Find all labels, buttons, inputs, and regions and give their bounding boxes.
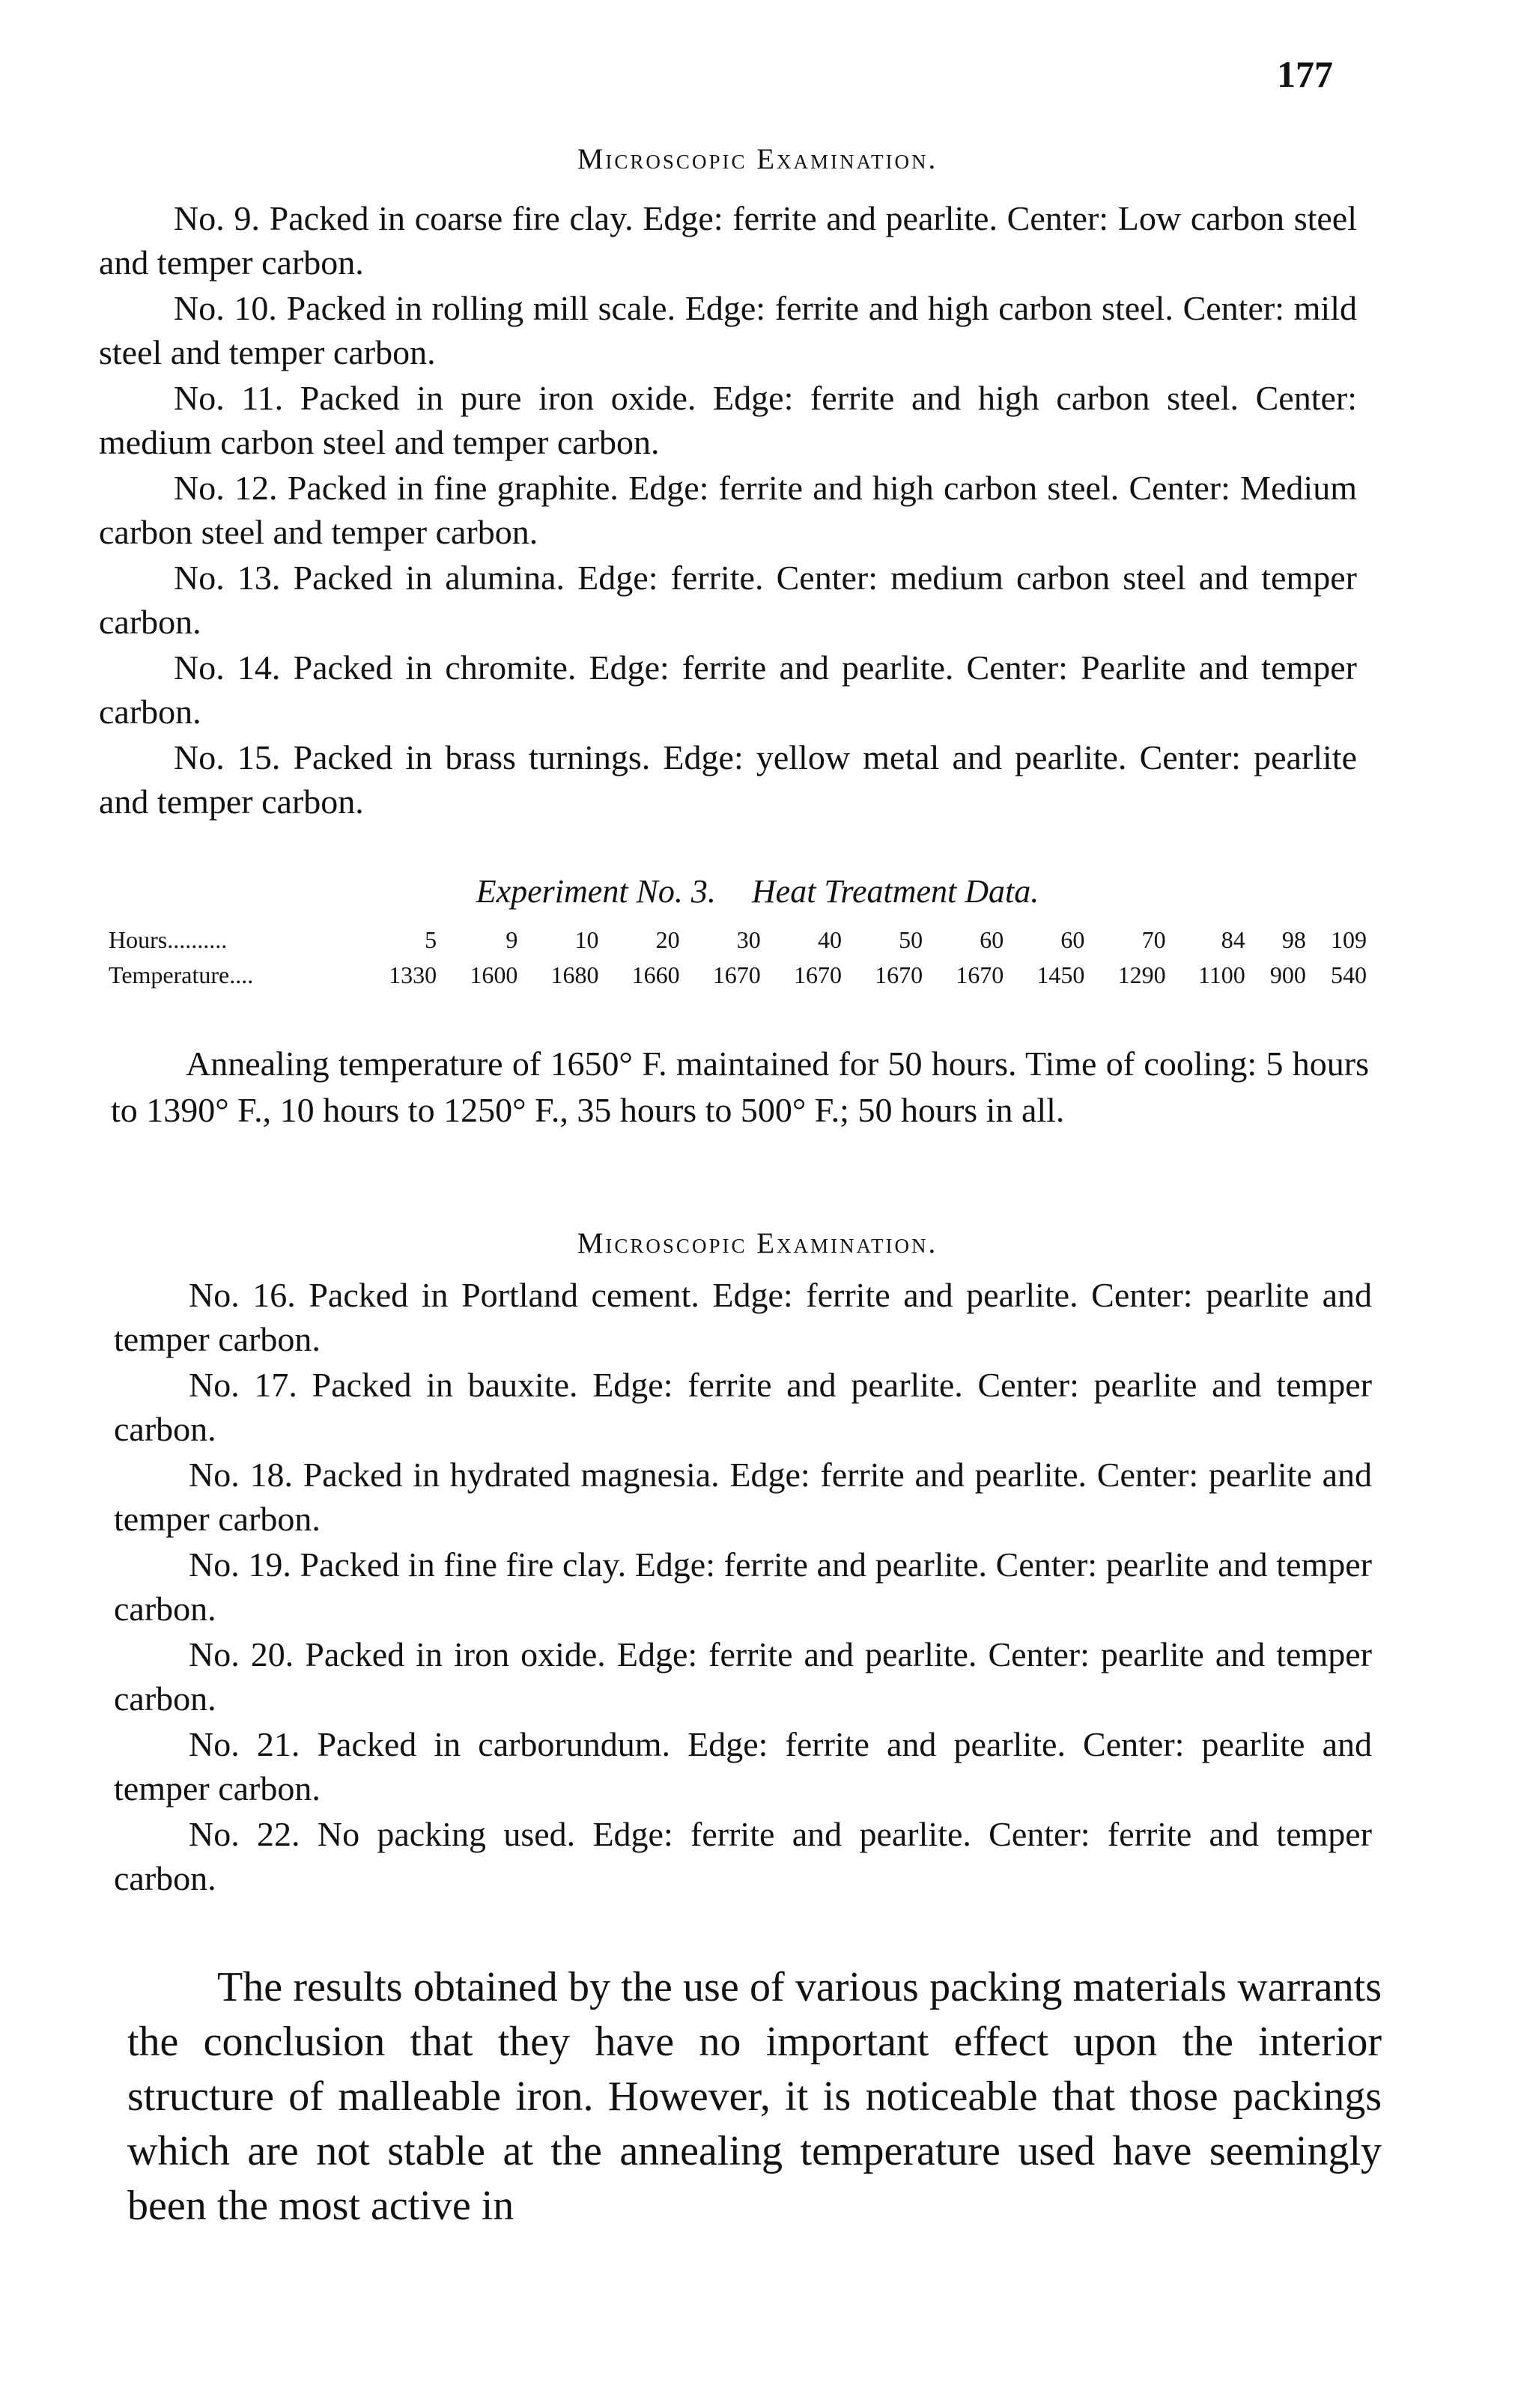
temperature-cell: 1680 <box>550 961 599 988</box>
examination-entry-19: No. 19. Packed in fine fire clay. Edge: ferrite and pearlite. Center: pearlite and temper carbon. <box>114 1545 1372 1628</box>
examination-entry-9: No. 9. Packed in coarse fire clay. Edge: ferrite and pearlite. Center: Low carbon steel and temper carbon. <box>99 199 1357 282</box>
examination-list-2 <box>114 1273 1372 1902</box>
hours-cell: 9 <box>505 926 518 953</box>
hours-cell: 60 <box>1060 926 1085 953</box>
hours-cell: 40 <box>817 926 842 953</box>
hours-cell: 60 <box>980 926 1004 953</box>
temperature-label: Temperature.... <box>109 961 254 988</box>
hours-label: Hours.......... <box>109 926 228 953</box>
examination-entry-16: No. 16. Packed in Portland cement. Edge: ferrite and pearlite. Center: pearlite and temper carbon. <box>114 1276 1372 1358</box>
experiment-title: Experiment No. 3. <box>476 873 716 910</box>
experiment-subtitle: Heat Treatment Data. <box>751 873 1039 910</box>
temperature-cell: 1670 <box>793 961 842 988</box>
examination-entry-10: No. 10. Packed in rolling mill scale. Edge: ferrite and high carbon steel. Center: mild steel and temper carbon. <box>99 289 1357 371</box>
temperature-cell: 1670 <box>712 961 761 988</box>
examination-entry-18: No. 18. Packed in hydrated magnesia. Edge: ferrite and pearlite. Center: pearlite and temper carbon. <box>114 1456 1372 1538</box>
temperature-row <box>109 958 1367 993</box>
temperature-cell: 540 <box>1331 961 1367 988</box>
hours-cell: 20 <box>655 926 680 953</box>
examination-entry-12: No. 12. Packed in fine graphite. Edge: ferrite and high carbon steel. Center: Medium carbon steel and temper carbon. <box>99 469 1357 551</box>
temperature-cell: 1670 <box>875 961 923 988</box>
temperature-cell: 1450 <box>1036 961 1085 988</box>
hours-cell: 70 <box>1141 926 1166 953</box>
temperature-cell: 900 <box>1269 961 1306 988</box>
section-heading-microscopic-examination-1: Microscopic Examination. <box>577 143 938 175</box>
temperature-cell: 1330 <box>389 961 437 988</box>
temperature-cell: 1290 <box>1117 961 1166 988</box>
hours-cell: 30 <box>736 926 761 953</box>
examination-entry-20: No. 20. Packed in iron oxide. Edge: ferrite and pearlite. Center: pearlite and temper carbon. <box>114 1635 1372 1718</box>
temperature-cell: 1670 <box>956 961 1004 988</box>
examination-entry-17: No. 17. Packed in bauxite. Edge: ferrite and pearlite. Center: pearlite and temper carbon. <box>114 1366 1372 1448</box>
hours-cell: 5 <box>425 926 437 953</box>
hours-cell: 10 <box>574 926 599 953</box>
examination-list-1 <box>99 196 1357 825</box>
temperature-cell: 1660 <box>631 961 680 988</box>
hours-cell: 84 <box>1221 926 1245 953</box>
temperature-cell: 1100 <box>1197 961 1245 988</box>
hours-row <box>109 922 1367 958</box>
hours-cell: 50 <box>899 926 923 953</box>
section-heading-microscopic-examination-2: Microscopic Examination. <box>577 1227 938 1259</box>
conclusion-paragraph: The results obtained by the use of various packing materials warrants the conclusion that they have no important effect upon the interior structure of malleable iron. However, it is noticeable that those packings which are not stable at the annealing temperature used have seemingly been the most active in <box>127 1964 1382 2229</box>
examination-entry-22: No. 22. No packing used. Edge: ferrite and pearlite. Center: ferrite and temper carbon. <box>114 1815 1372 1897</box>
hours-cell: 98 <box>1281 926 1306 953</box>
temperature-cell: 1600 <box>470 961 518 988</box>
heat-treatment-table <box>109 922 1367 993</box>
examination-entry-21: No. 21. Packed in carborundum. Edge: ferrite and pearlite. Center: pearlite and temper carbon. <box>114 1725 1372 1807</box>
experiment-heading <box>0 872 1515 910</box>
hours-cell: 109 <box>1331 926 1367 953</box>
examination-entry-15: No. 15. Packed in brass turnings. Edge: yellow metal and pearlite. Center: pearlite and temper carbon. <box>99 738 1357 821</box>
examination-entry-11: No. 11. Packed in pure iron oxide. Edge: ferrite and high carbon steel. Center: medium carbon steel and temper carbon. <box>99 379 1357 461</box>
examination-entry-13: No. 13. Packed in alumina. Edge: ferrite. Center: medium carbon steel and temper carbon. <box>99 559 1357 641</box>
annealing-note: Annealing temperature of 1650° F. maintained for 50 hours. Time of cooling: 5 hours to 1390° F., 10 hours to 1250° F., 35 hours to 500° F.; 50 hours in all. <box>111 1045 1369 1129</box>
examination-entry-14: No. 14. Packed in chromite. Edge: ferrite and pearlite. Center: Pearlite and temper carbon. <box>99 648 1357 731</box>
page-number: 177 <box>1277 53 1333 95</box>
